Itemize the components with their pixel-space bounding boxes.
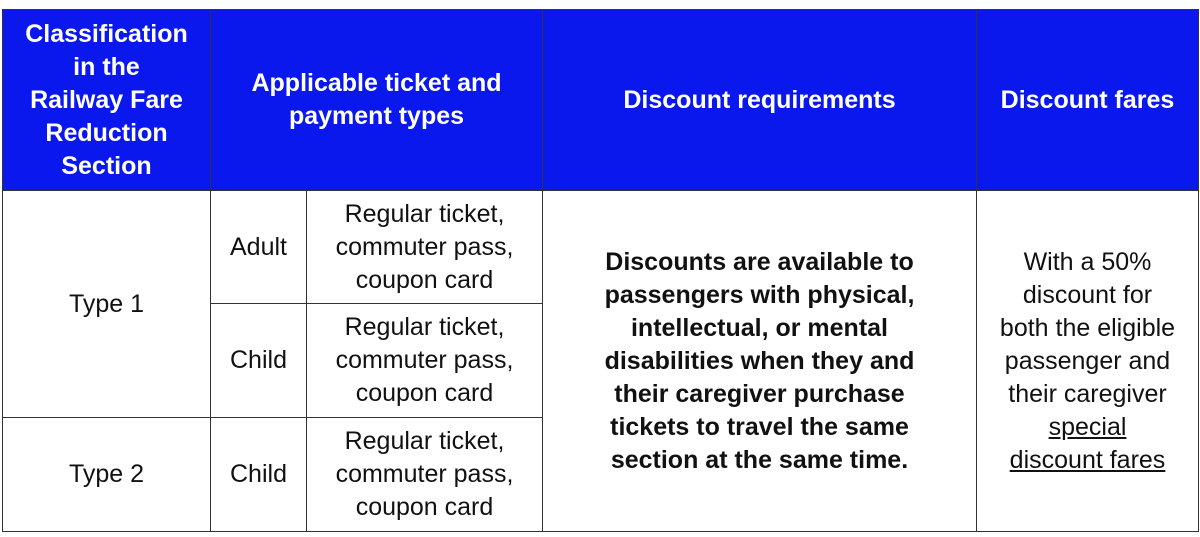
header-ticket-types [211,10,543,191]
header-requirements: Discount requirements [543,10,977,191]
ticket-types-cell [307,418,543,532]
header-classification-line: Railway Fare [30,85,183,114]
ticket-line: Regular ticket, [344,427,505,455]
passenger-cell: Child [211,418,307,532]
header-classification-line: Reduction [45,118,168,147]
ticket-line: commuter pass, [335,346,514,374]
ticket-line: Regular ticket, [344,313,505,341]
special-discount-fares-link[interactable]: discount fares [1009,445,1166,474]
fares-line: discount for [1022,280,1153,309]
requirements-cell [543,191,977,532]
fares-line: With a 50% [1023,247,1152,276]
requirements-line: passengers with physical, [604,280,915,309]
fares-line: both the eligible [999,313,1176,342]
header-classification [3,10,211,191]
ticket-line: commuter pass, [335,460,514,488]
header-discount-fares: Discount fares [977,10,1199,191]
header-ticket-types-line: payment types [288,102,465,130]
requirements-line: disabilities when they and [604,346,915,375]
ticket-types-cell [307,191,543,304]
classification-cell: Type 1 [3,191,211,418]
passenger-cell: Adult [211,191,307,304]
fares-line: passenger and [1004,346,1171,375]
requirements-line: their caregiver purchase [614,379,905,408]
header-classification-line: Section [61,151,152,180]
requirements-line: tickets to travel the same [610,412,909,441]
ticket-line: commuter pass, [335,232,514,261]
fares-line: their caregiver [1008,379,1167,408]
special-discount-fares-link[interactable]: special [1048,412,1127,441]
ticket-line: coupon card [355,265,494,294]
classification-cell: Type 2 [3,418,211,532]
requirements-line: intellectual, or mental [630,313,888,342]
header-classification-line: Classification [25,19,188,48]
discount-fares-cell [977,191,1199,532]
requirements-line: section at the same time. [610,445,909,474]
header-ticket-types-line: Applicable ticket and [251,69,502,97]
ticket-line: coupon card [355,379,494,407]
discount-fare-table [2,9,1199,532]
table-row [3,191,1199,304]
header-row [3,10,1199,191]
ticket-line: Regular ticket, [344,199,505,228]
header-classification-line: in the [73,52,140,81]
requirements-line: Discounts are available to [605,247,914,276]
ticket-line: coupon card [355,493,494,521]
ticket-types-cell [307,304,543,418]
passenger-cell: Child [211,304,307,418]
